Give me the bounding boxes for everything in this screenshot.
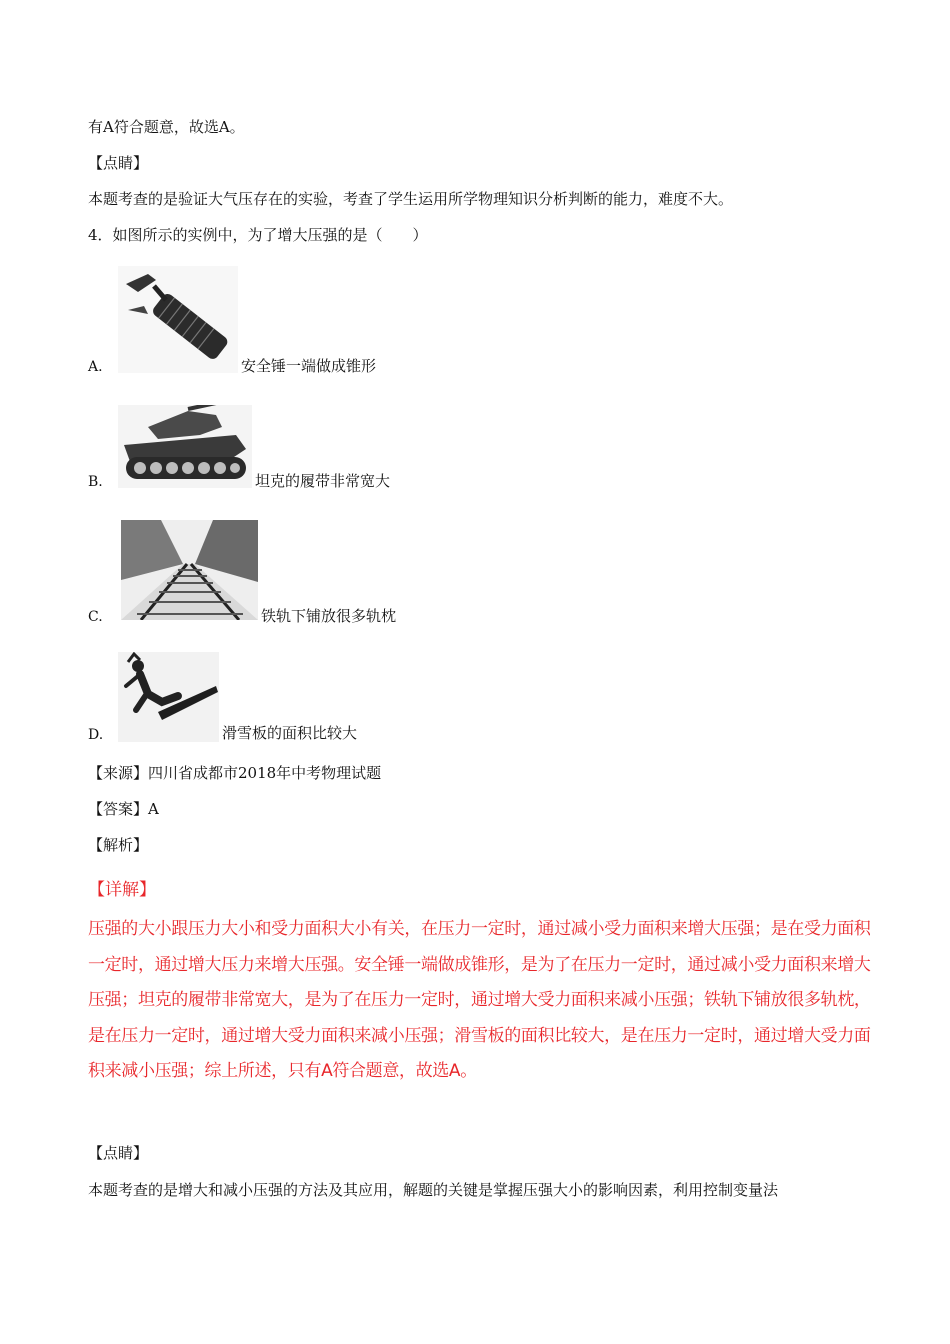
- analysis-heading: 【解析】: [88, 836, 149, 854]
- detail-heading: 【详解】: [88, 880, 156, 900]
- skier-image: [118, 652, 219, 742]
- option-a-text: 安全锤一端做成锥形: [241, 357, 377, 375]
- option-c-letter: C.: [88, 609, 103, 625]
- railway-track-image: [121, 520, 258, 620]
- detail-text: 压强的大小跟压力大小和受力面积大小有关，在压力一定时，通过减小受力面积来增大压强；是在受力面积一定时，通过增大压力来增大压强。安全锤一端做成锥形，是为了在压力一定时，通过减小受力面积来增大压强；坦克的履带非常宽大，是为了在压力一定时，通过增大受力面积来减小压强；铁轨下铺放很多轨枕，是在压力一定时，通过增大受力面积来减小压强；滑雪板的面积比较大，是在压力一定时，通过增大受力面积来减小压强；综上所述，只有A符合题意，故选A。: [88, 919, 871, 1081]
- safety-hammer-image: [118, 266, 238, 373]
- comment-heading-1: 【点睛】: [88, 154, 149, 172]
- intro-line: 有A符合题意，故选A。: [88, 118, 245, 136]
- option-b-text: 坦克的履带非常宽大: [255, 472, 391, 490]
- comment-heading-2: 【点睛】: [88, 1144, 149, 1162]
- option-d-text: 滑雪板的面积比较大: [222, 724, 358, 742]
- option-d-letter: D.: [88, 727, 104, 743]
- question-stem: 4．如图所示的实例中，为了增大压强的是（ ）: [88, 226, 428, 244]
- comment-text-2: 本题考查的是增大和减小压强的方法及其应用，解题的关键是掌握压强大小的影响因素，利用控制变量法: [88, 1181, 779, 1199]
- comment-text-1: 本题考查的是验证大气压存在的实验，考查了学生运用所学物理知识分析判断的能力，难度不大。: [88, 190, 734, 208]
- source-line: 【来源】四川省成都市2018年中考物理试题: [88, 764, 382, 782]
- option-a-letter: A.: [88, 359, 103, 375]
- option-b-letter: B.: [88, 474, 103, 490]
- tank-image: [118, 405, 252, 488]
- option-c-text: 铁轨下铺放很多轨枕: [261, 607, 397, 625]
- answer-line: 【答案】A: [88, 800, 159, 818]
